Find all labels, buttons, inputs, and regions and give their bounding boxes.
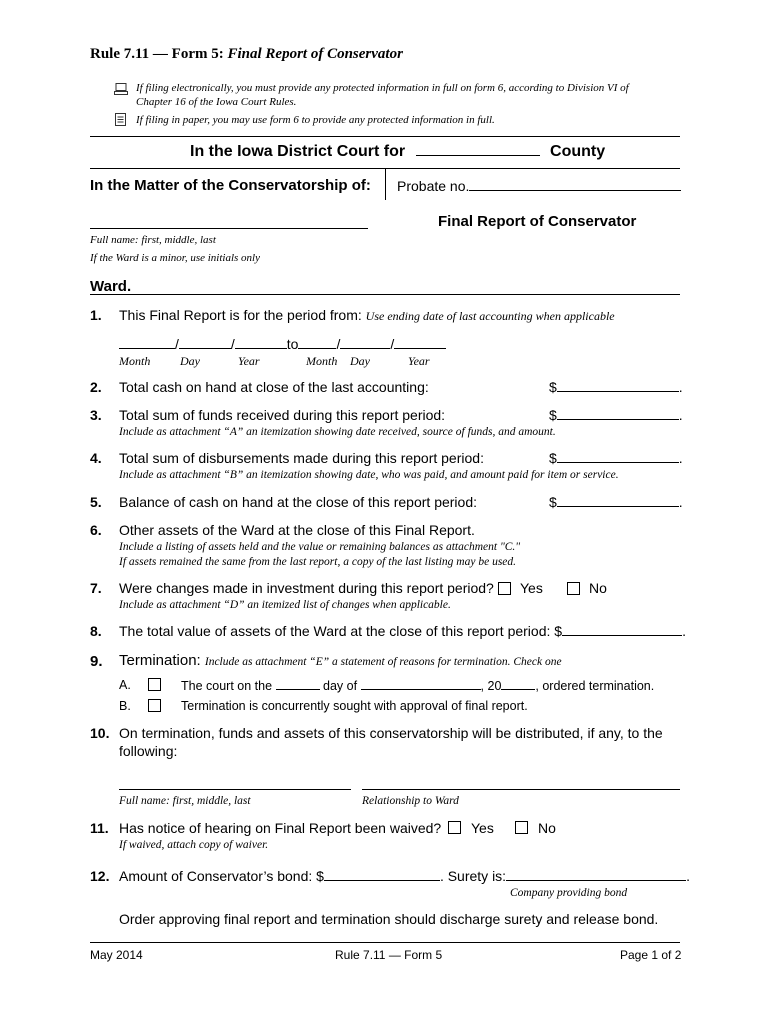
item-2-amount: $ . — [549, 379, 683, 395]
ward-name-hint: Full name: first, middle, last — [90, 234, 216, 246]
item-9 — [119, 652, 562, 669]
paper-document-icon — [115, 113, 126, 131]
item-3-note: Include as attachment “A” an itemization showing date received, source of funds, and amount. — [119, 426, 556, 438]
distributee-name-hint: Full name: first, middle, last — [119, 795, 251, 807]
item-10-text-line2: following: — [119, 743, 178, 759]
probate-line — [397, 178, 681, 194]
item-9a-year-field[interactable] — [501, 678, 535, 690]
item-3-amount-field[interactable] — [557, 407, 679, 420]
footer-page: Page 1 of 2 — [620, 948, 682, 962]
date-label-day: Day — [350, 354, 370, 368]
item-9-text: Termination: — [119, 652, 201, 669]
item-9a-text-2: day of — [323, 679, 358, 693]
item-11-number: 11. — [90, 820, 109, 836]
item-9a-day-field[interactable] — [276, 678, 320, 690]
item-6-note-1: Include a listing of assets held and the value or remaining balances as attachment "C." — [119, 541, 521, 553]
item-11-no-checkbox[interactable] — [515, 821, 528, 834]
to-day-field[interactable] — [340, 336, 390, 349]
item-9-note: Include as attachment “E” a statement of reasons for termination. Check one — [204, 656, 562, 668]
item-7-yes-checkbox[interactable] — [498, 582, 511, 595]
form-heading — [90, 46, 403, 63]
item-9b-checkbox[interactable] — [148, 699, 161, 712]
to-year-field[interactable] — [394, 336, 446, 349]
item-4-note: Include as attachment “B” an itemization showing date, who was paid, and amount paid for item or service. — [119, 469, 619, 481]
document-title: Final Report of Conservator — [438, 213, 637, 230]
computer-icon — [114, 82, 128, 100]
item-10-text-line1: On termination, funds and assets of this conservatorship will be distributed, if any, to the — [119, 725, 663, 741]
distributee-relationship-field[interactable] — [362, 789, 680, 790]
item-4-text: Total sum of disbursements made during this report period: — [119, 450, 484, 466]
item-5-amount-field[interactable] — [557, 494, 679, 507]
item-3-text: Total sum of funds received during this report period: — [119, 407, 446, 423]
electronic-note-line2: Chapter 16 of the Iowa Court Rules. — [136, 96, 297, 108]
to-month-field[interactable] — [298, 336, 336, 349]
to-label: to — [286, 336, 299, 352]
item-12-number: 12. — [90, 868, 110, 884]
item-7-no-checkbox[interactable] — [567, 582, 580, 595]
item-8-amount-field[interactable] — [562, 623, 682, 636]
rule-label: Rule 7.11 — Form 5: — [90, 46, 224, 62]
item-9a-month-field[interactable] — [361, 678, 481, 690]
item-6-text: Other assets of the Ward at the close of this Final Report. — [119, 522, 475, 538]
item-9a-text-3: , 20 — [480, 679, 502, 693]
item-1-number: 1. — [90, 307, 102, 323]
county-field[interactable] — [416, 143, 540, 156]
item-7-text: Were changes made in investment during this report period? — [119, 580, 494, 596]
item-11-note: If waived, attach copy of waiver. — [119, 839, 269, 851]
item-3-amount: $ . — [549, 407, 683, 423]
item-9a-checkbox[interactable] — [148, 678, 161, 691]
item-9a-text-1: The court on the — [181, 679, 273, 693]
court-prefix: In the Iowa District Court for — [190, 143, 406, 160]
item-7-number: 7. — [90, 580, 102, 596]
caption-vertical-divider — [385, 168, 386, 200]
item-1-note: Use ending date of last accounting when applicable — [365, 309, 615, 323]
date-label-month: Month — [306, 354, 338, 368]
form-title: Final Report of Conservator — [227, 46, 403, 62]
item-12: Amount of Conservator’s bond: $ . Surety is: . — [119, 868, 690, 884]
item-12-text: Amount of Conservator’s bond: $ — [119, 868, 324, 884]
item-4-amount: $ . — [549, 450, 683, 466]
item-11-no-label: No — [538, 820, 556, 836]
item-11-yes-label: Yes — [471, 820, 494, 836]
item-9a-letter: A. — [119, 678, 131, 692]
electronic-note-line1: If filing electronically, you must provide any protected information in full on form 6, according to Division VI of — [136, 82, 629, 94]
from-day-field[interactable] — [179, 336, 231, 349]
item-8: The total value of assets of the Ward at the close of this report period: $ . — [119, 623, 686, 639]
item-9b-letter: B. — [119, 699, 131, 713]
item-10-number: 10. — [90, 725, 110, 741]
header-divider — [90, 136, 680, 137]
paper-note: If filing in paper, you may use form 6 to provide any protected information in full. — [136, 114, 495, 126]
item-8-text: The total value of assets of the Ward at the close of this report period: $ — [119, 623, 563, 639]
surety-field[interactable] — [506, 868, 686, 881]
item-9a-text-4: , ordered termination. — [535, 679, 655, 693]
matter-label: In the Matter of the Conservatorship of: — [90, 177, 371, 194]
court-suffix: County — [550, 143, 606, 160]
footer-divider — [90, 942, 680, 943]
period-date-fields: / / to / / — [119, 336, 446, 352]
item-9b-text: Termination is concurrently sought with approval of final report. — [181, 699, 528, 713]
item-5-amount: $ . — [549, 494, 683, 510]
ward-label: Ward. — [90, 278, 132, 295]
item-9a — [181, 678, 654, 693]
item-2-number: 2. — [90, 379, 102, 395]
item-4-number: 4. — [90, 450, 102, 466]
minor-hint: If the Ward is a minor, use initials only — [90, 252, 260, 264]
item-6-number: 6. — [90, 522, 102, 538]
caption-bottom-divider — [90, 294, 680, 295]
item-5-text: Balance of cash on hand at the close of this report period: — [119, 494, 478, 510]
date-label-month: Month — [119, 354, 151, 368]
date-label-year: Year — [408, 354, 430, 368]
surety-hint: Company providing bond — [510, 887, 628, 899]
item-4-amount-field[interactable] — [557, 450, 679, 463]
from-year-field[interactable] — [235, 336, 287, 349]
closing-statement: Order approving final report and termination should discharge surety and release bond. — [119, 911, 659, 927]
from-month-field[interactable] — [119, 336, 175, 349]
item-8-number: 8. — [90, 623, 102, 639]
item-7-yes-label: Yes — [520, 580, 543, 596]
item-5-number: 5. — [90, 494, 102, 510]
bond-amount-field[interactable] — [324, 868, 440, 881]
date-label-day: Day — [180, 354, 200, 368]
court-line — [190, 143, 605, 161]
item-11-text: Has notice of hearing on Final Report been waived? — [119, 820, 442, 836]
probate-label: Probate no. — [397, 178, 470, 194]
item-9-number: 9. — [90, 653, 103, 670]
surety-label: . Surety is: — [439, 868, 507, 884]
item-11-yes-checkbox[interactable] — [448, 821, 461, 834]
ward-name-field[interactable] — [90, 228, 368, 229]
item-1 — [119, 307, 615, 324]
date-label-year: Year — [238, 354, 260, 368]
footer-date: May 2014 — [90, 948, 143, 962]
item-1-text: This Final Report is for the period from: — [119, 307, 362, 323]
item-2-text: Total cash on hand at close of the last accounting: — [119, 379, 429, 395]
probate-number-field[interactable] — [469, 178, 681, 191]
item-3-number: 3. — [90, 407, 102, 423]
item-2-amount-field[interactable] — [557, 379, 679, 392]
item-6-note-2: If assets remained the same from the last report, a copy of the last listing may be used. — [119, 556, 517, 568]
distributee-name-field[interactable] — [119, 789, 351, 790]
footer-rule: Rule 7.11 — Form 5 — [335, 948, 443, 962]
item-7-no-label: No — [589, 580, 607, 596]
distributee-relationship-hint: Relationship to Ward — [362, 795, 459, 807]
item-7-note: Include as attachment “D” an itemized list of changes when applicable. — [119, 599, 451, 611]
